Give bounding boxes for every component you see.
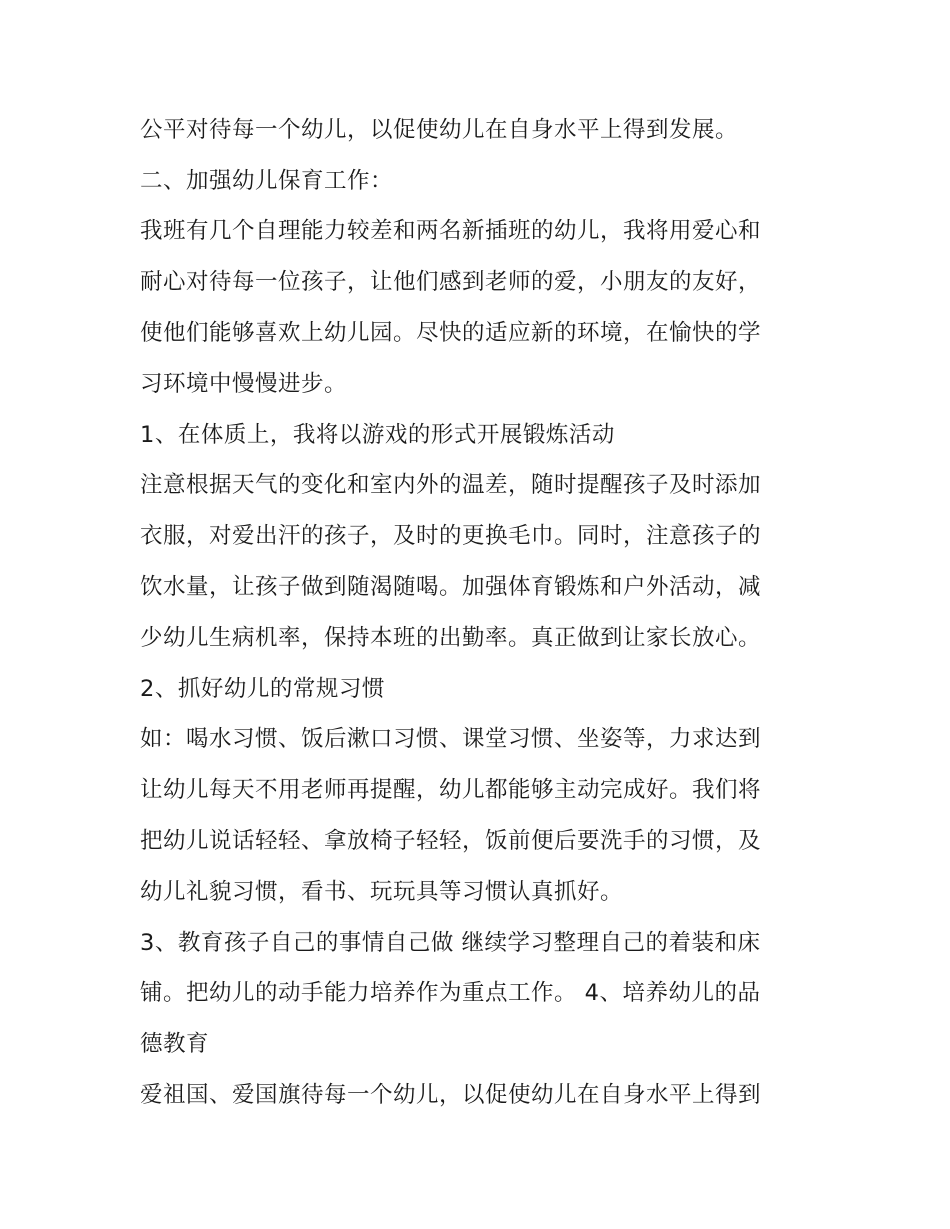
text-line: 少幼儿生病机率，保持本班的出勤率。真正做到让家长放心。 — [140, 625, 762, 651]
text-line: 我班有几个自理能力较差和两名新插班的幼儿，我将用爱心和 — [140, 218, 762, 244]
text-line: 幼儿礼貌习惯，看书、玩玩具等习惯认真抓好。 — [140, 879, 624, 905]
subsection-heading: 1、在体质上，我将以游戏的形式开展锻炼活动 — [140, 422, 615, 448]
text-line: 饮水量，让孩子做到随渴随喝。加强体育锻炼和户外活动，减 — [140, 574, 762, 600]
subsection-heading: 2、抓好幼儿的常规习惯 — [140, 676, 385, 702]
text-line: 如：喝水习惯、饭后漱口习惯、课堂习惯、坐姿等，力求达到 — [140, 726, 762, 752]
text-line: 使他们能够喜欢上幼儿园。尽快的适应新的环境，在愉快的学 — [140, 320, 762, 346]
subsection-heading: 3、教育孩子自己的事情自己做 继续学习整理自己的着装和床 — [140, 930, 761, 956]
text-line: 让幼儿每天不用老师再提醒，幼儿都能够主动完成好。我们将 — [140, 777, 762, 803]
text-line: 把幼儿说话轻轻、拿放椅子轻轻，饭前便后要洗手的习惯，及 — [140, 828, 762, 854]
text-line: 铺。把幼儿的动手能力培养作为重点工作。 4、培养幼儿的品 — [140, 980, 761, 1006]
text-line: 爱祖国、爱国旗待每一个幼儿，以促使幼儿在自身水平上得到 — [140, 1082, 762, 1108]
text-line: 公平对待每一个幼儿，以促使幼儿在自身水平上得到发展。 — [140, 117, 739, 143]
text-line: 衣服，对爱出汗的孩子，及时的更换毛巾。同时，注意孩子的 — [140, 523, 762, 549]
section-heading: 二、加强幼儿保育工作： — [140, 168, 394, 194]
text-line: 德教育 — [140, 1031, 210, 1057]
text-line: 耐心对待每一位孩子，让他们感到老师的爱，小朋友的友好， — [140, 269, 762, 295]
text-line: 注意根据天气的变化和室内外的温差，随时提醒孩子及时添加 — [140, 472, 762, 498]
text-line: 习环境中慢慢进步。 — [140, 371, 348, 397]
